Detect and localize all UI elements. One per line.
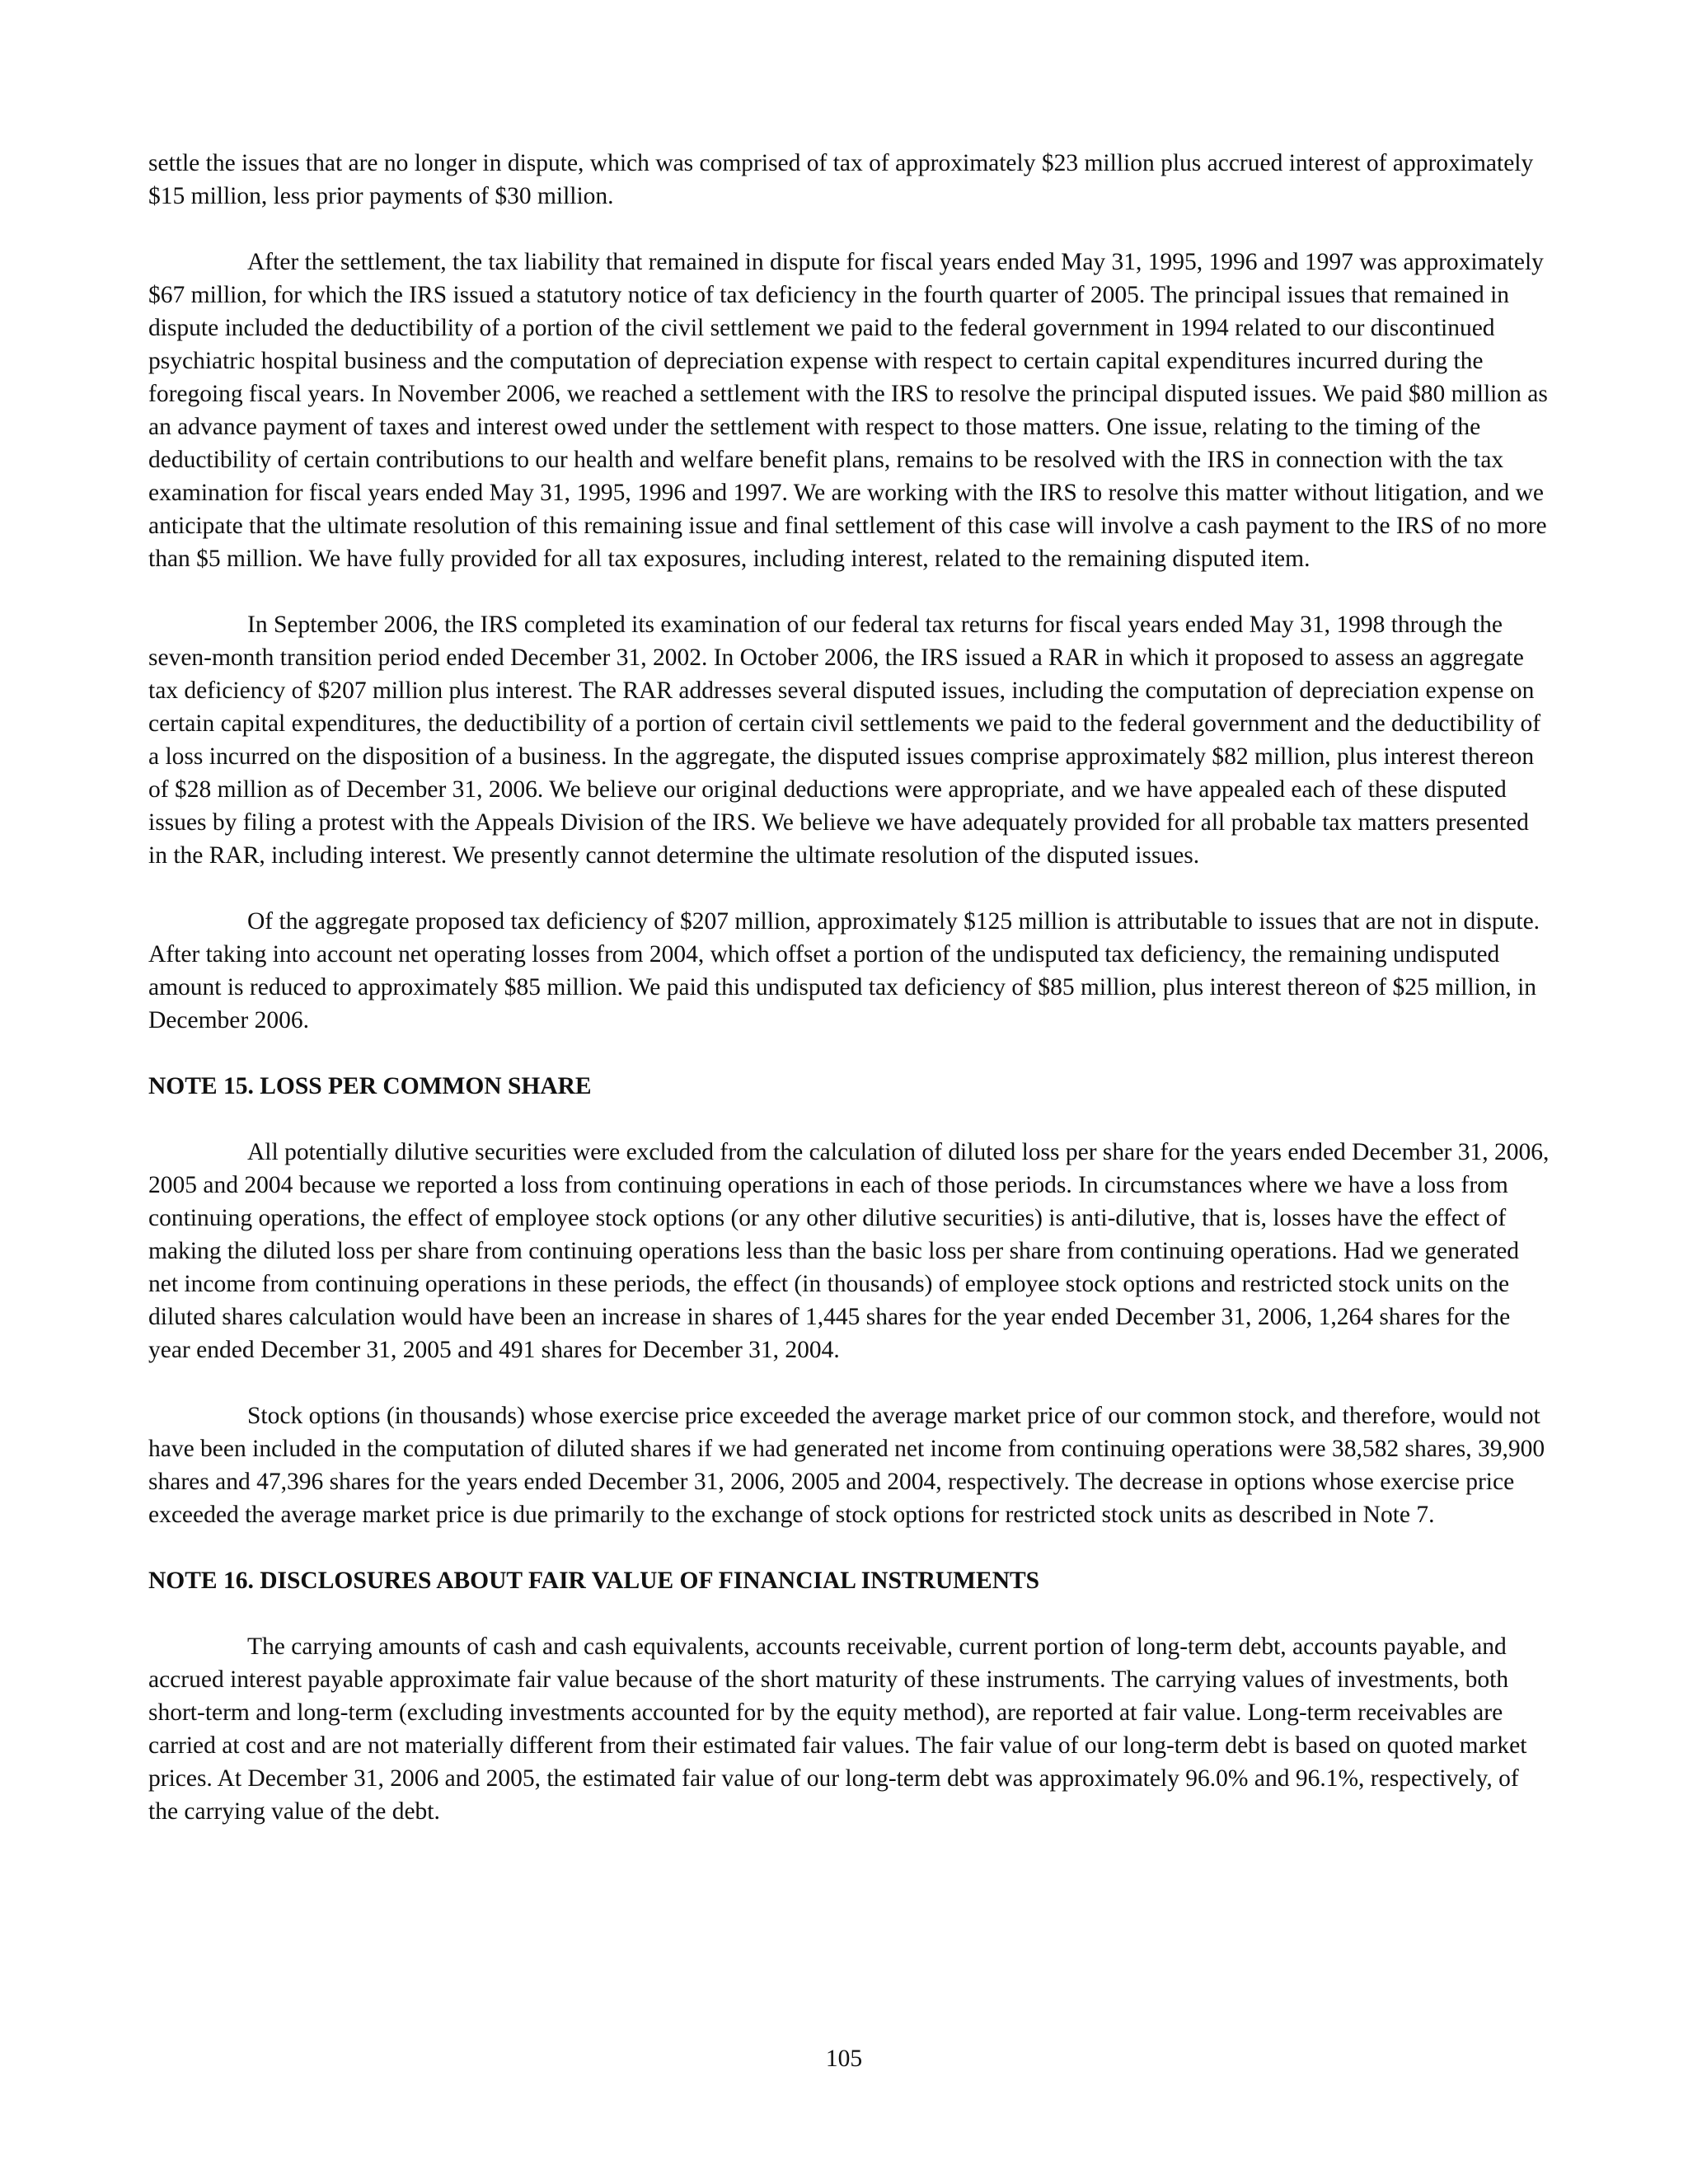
paragraph-stock-options: Stock options (in thousands) whose exercise price exceeded the average market price of our common stock, and therefore, would not have been included in the computation of diluted shares if we had generated net income from continuing operations were 38,582 shares, 39,900 shares and 47,396 shares for the years ended December 31, 2006, 2005 and 2004, respectively. The decrease in options whose exercise price exceeded the average market price is due primarily to the exchange of stock options for restricted stock units as described in Note 7. xyxy=(148,1403,1545,1528)
paragraph-remaining-dispute: After the settlement, the tax liability that remained in dispute for fiscal years ended May 31, 1995, 1996 and 1997 was approximately $67 million, for which the IRS issued a statutory notice of tax deficiency in the fourth quarter of 2005. The principal issues that remained in dispute included the deductibility of a portion of the civil settlement we paid to the federal government in 1994 related to our discontinued psychiatric hospital business and the computation of depreciation expense with respect to certain capital expenditures incurred during the foregoing fiscal years. In November 2006, we reached a settlement with the IRS to resolve the principal disputed issues. We paid $80 million as an advance payment of taxes and interest owed under the settlement with respect to those matters. One issue, relating to the timing of the deductibility of certain contributions to our health and welfare benefit plans, remains to be resolved with the IRS in connection with the tax examination for fiscal years ended May 31, 1995, 1996 and 1997. We are working with the IRS to resolve this matter without litigation, and we anticipate that the ultimate resolution of this remaining issue and final settlement of this case will involve a cash payment to the IRS of no more than $5 million. We have fully provided for all tax exposures, including interest, related to the remaining disputed item. xyxy=(148,249,1548,572)
paragraph-settlement-continued: settle the issues that are no longer in dispute, which was comprised of tax of approximately $23 million plus accrued interest of approximately $15 million, less prior payments of $30 million. xyxy=(148,150,1534,209)
document-body xyxy=(148,147,1550,1861)
paragraph-fair-value: The carrying amounts of cash and cash equivalents, accounts receivable, current portion of long-term debt, accounts payable, and accrued interest payable approximate fair value because of the short maturity of these instruments. The carrying values of investments, both short-term and long-term (excluding investments accounted for by the equity method), are reported at fair value. Long-term receivables are carried at cost and are not materially different from their estimated fair values. The fair value of our long-term debt is based on quoted market prices. At December 31, 2006 and 2005, the estimated fair value of our long-term debt was approximately 96.0% and 96.1%, respectively, of the carrying value of the debt. xyxy=(148,1633,1527,1825)
paragraph-dilutive-securities: All potentially dilutive securities were excluded from the calculation of diluted loss per share for the years ended December 31, 2006, 2005 and 2004 because we reported a loss from continuing operations in each of those periods. In circumstances where we have a loss from continuing operations, the effect of employee stock options (or any other dilutive securities) is anti-dilutive, that is, losses have the effect of making the diluted loss per share from continuing operations less than the basic loss per share from continuing operations. Had we generated net income from continuing operations in these periods, the effect (in thousands) of employee stock options and restricted stock units on the diluted shares calculation would have been an increase in shares of 1,445 shares for the year ended December 31, 2006, 1,264 shares for the year ended December 31, 2005 and 491 shares for December 31, 2004. xyxy=(148,1139,1550,1363)
heading-note-15: NOTE 15. LOSS PER COMMON SHARE xyxy=(148,1073,592,1099)
paragraph-proposed-deficiency: Of the aggregate proposed tax deficiency of $207 million, approximately $125 million is attributable to issues that are not in dispute. After taking into account net operating losses from 2004, which offset a portion of the undisputed tax deficiency, the remaining undisputed amount is reduced to approximately $85 million. We paid this undisputed tax deficiency of $85 million, plus interest thereon of $25 million, in December 2006. xyxy=(148,908,1540,1033)
paragraph-irs-examination: In September 2006, the IRS completed its examination of our federal tax returns for fiscal years ended May 31, 1998 through the seven-month transition period ended December 31, 2002. In October 2006, the IRS issued a RAR in which it proposed to assess an aggregate tax deficiency of $207 million plus interest. The RAR addresses several disputed issues, including the computation of depreciation expense on certain capital expenditures, the deductibility of a portion of certain civil settlements we paid to the federal government and the deductibility of a loss incurred on the disposition of a business. In the aggregate, the disputed issues comprise approximately $82 million, plus interest thereon of $28 million as of December 31, 2006. We believe our original deductions were appropriate, and we have appealed each of these disputed issues by filing a protest with the Appeals Division of the IRS. We believe we have adequately provided for all probable tax matters presented in the RAR, including interest. We presently cannot determine the ultimate resolution of the disputed issues. xyxy=(148,612,1541,869)
heading-note-16: NOTE 16. DISCLOSURES ABOUT FAIR VALUE OF FINANCIAL INSTRUMENTS xyxy=(148,1568,1040,1594)
page-number: 105 xyxy=(825,2046,863,2072)
